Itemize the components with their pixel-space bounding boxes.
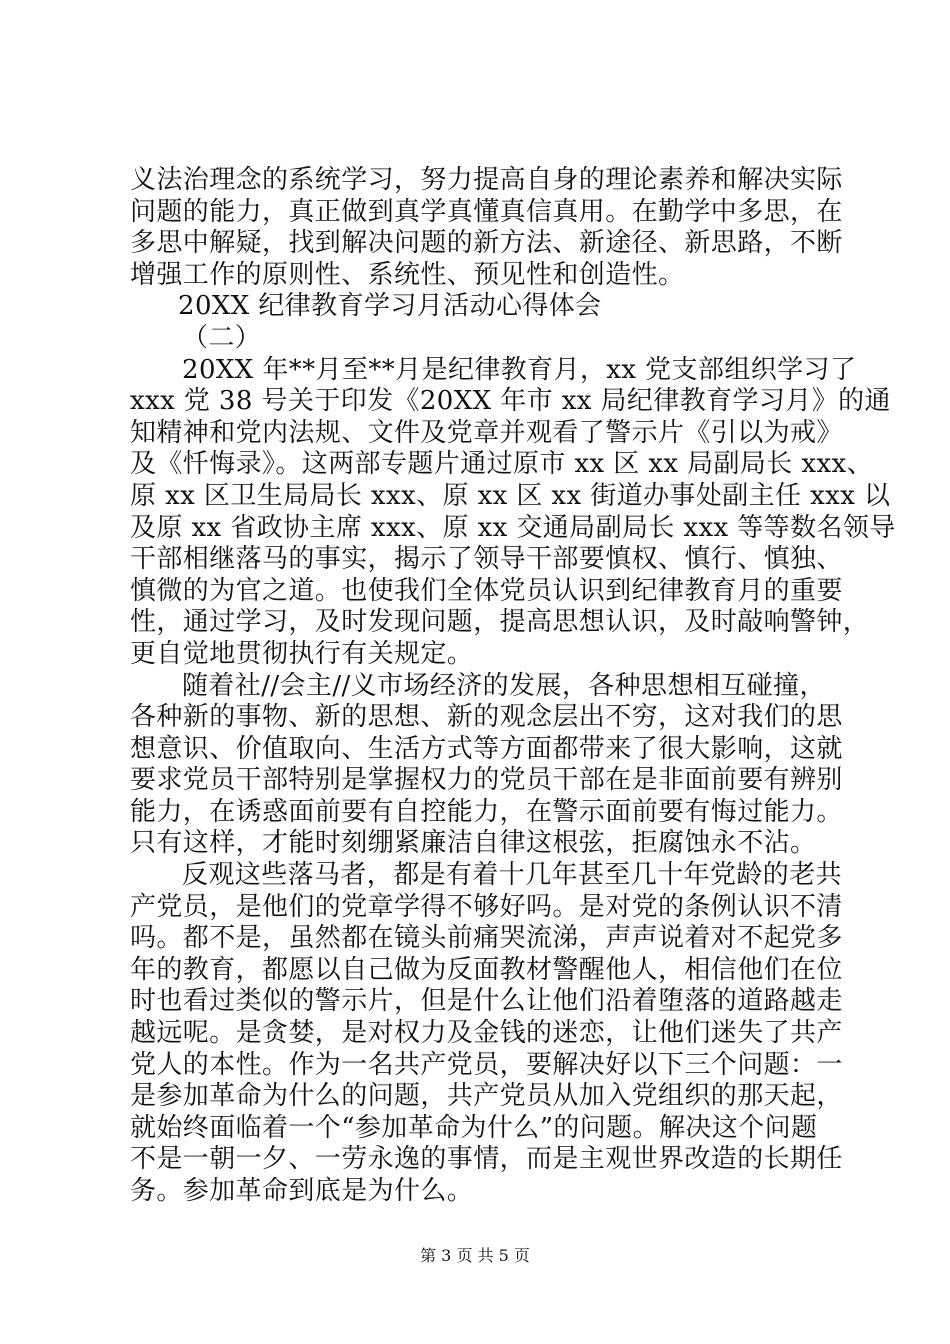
section-title: 20XX 纪律教育学习月活动心得体会 [178,291,602,322]
text-line: 更自觉地贯彻执行有关规定。 [130,638,474,669]
text-line: 慎微的为官之道。也使我们全体党员认识到纪律教育月的重要 [130,575,843,606]
text-line: 各种新的事物、新的思想、新的观念层出不穷，这对我们的思 [130,702,843,733]
paragraph-first-line: 随着社//会主//义市场经济的发展，各种思想相互碰撞， [182,670,826,701]
text-line: 年的教育，都愿以自己做为反面教材警醒他人，相信他们在位 [130,954,843,985]
text-line: 多思中解疑，找到解决问题的新方法、新途径、新思路，不断 [130,228,843,259]
text-line: 及《忏悔录》。这两部专题片通过原市 xx 区 xx 局副局长 xxx、 [130,449,873,480]
page-footer [0,1246,950,1266]
text-line: 问题的能力，真正做到真学真懂真信真用。在勤学中多思，在 [130,196,843,227]
text-line: 党人的本性。作为一名共产党员，要解决好以下三个问题：一 [130,1049,843,1080]
text-line: 原 xx 区卫生局局长 xxx、原 xx 区 xx 街道办事处副主任 xxx 以 [130,480,891,511]
text-line: 能力，在诱惑面前要有自控能力，在警示面前要有悔过能力。 [130,796,843,827]
text-line: 想意识、价值取向、生活方式等方面都带来了很大影响，这就 [130,733,843,764]
text-line: 务。参加革命到底是为什么。 [130,1176,474,1206]
text-line: 就始终面临着一个“参加革命为什么”的问题。解决这个问题 [130,1112,818,1143]
page-number-label: 第 3 页 共 5 页 [420,1246,530,1265]
text-line: 干部相继落马的事实，揭示了领导干部要慎权、慎行、慎独、 [130,544,843,575]
text-line: 及原 xx 省政协主席 xxx、原 xx 交通局副局长 xxx 等等数名领导 [130,512,896,543]
text-line: 不是一朝一夕、一劳永逸的事情，而是主观世界改造的长期任 [130,1144,843,1175]
section-number: （二） [182,322,262,353]
text-line: 是参加革命为什么的问题，共产党员从加入党组织的那天起， [130,1081,843,1112]
text-line: 增强工作的原则性、系统性、预见性和创造性。 [130,259,685,290]
text-line: 要求党员干部特别是掌握权力的党员干部在是非面前要有辨别 [130,765,843,796]
text-line: 义法治理念的系统学习，努力提高自身的理论素养和解决实际 [130,165,843,195]
text-line: 性，通过学习，及时发现问题，提高思想认识，及时敲响警钟， [130,607,870,638]
text-line: 知精神和党内法规、文件及党章并观看了警示片《引以为戒》 [130,417,843,448]
text-line: 吗。都不是，虽然都在镜头前痛哭流涕，声声说着对不起党多 [130,923,843,954]
text-line: 只有这样，才能时刻绷紧廉洁自律这根弦，拒腐蚀永不沾。 [130,828,817,859]
paragraph-first-line: 反观这些落马者，都是有着十几年甚至几十年党龄的老共 [182,860,843,891]
document-body [130,165,896,1208]
text-line: 越远呢。是贪婪，是对权力及金钱的迷恋，让他们迷失了共产 [130,1018,843,1049]
text-line: xxx 党 38 号关于印发《20XX 年市 xx 局纪律教育学习月》的通 [130,386,891,417]
paragraph-first-line: 20XX 年**月至**月是纪律教育月，xx 党支部组织学习了 [182,354,857,385]
text-line: 产党员，是他们的党章学得不够好吗。是对党的条例认识不清 [130,891,843,922]
text-line: 时也看过类似的警示片，但是什么让他们沿着堕落的道路越走 [130,986,843,1017]
